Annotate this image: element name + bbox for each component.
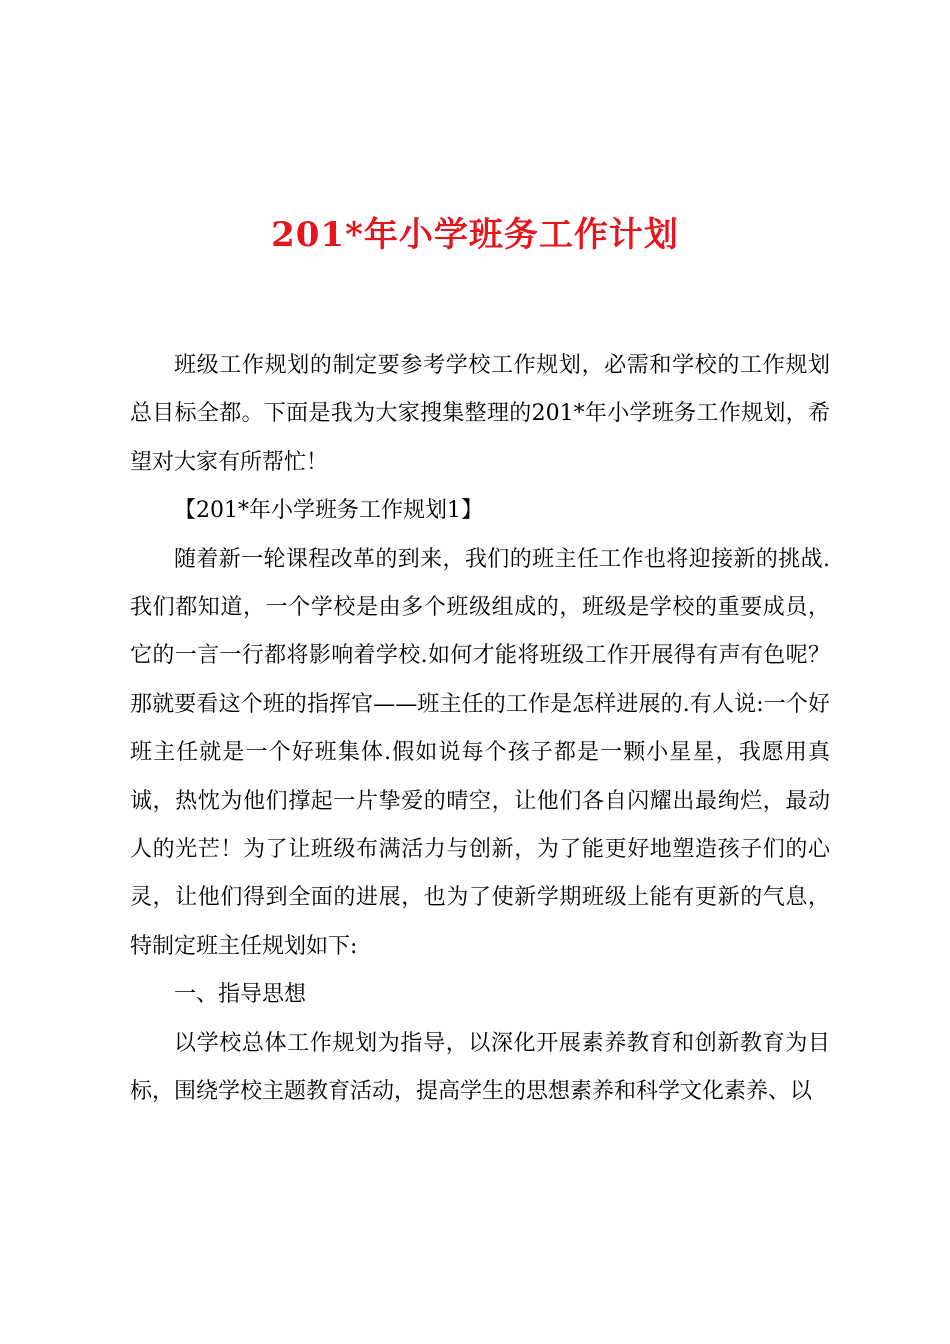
document-body bbox=[130, 342, 830, 1117]
subheading-guiding-ideology: 一、指导思想 bbox=[174, 982, 307, 1008]
document-title: 201*年小学班务工作计划 bbox=[271, 215, 679, 255]
intro-paragraph: 班级工作规划的制定要参考学校工作规划，必需和学校的工作规划总目标全都。下面是我为大家搜集整理的201*年小学班务工作规划，希望对大家有所帮忙！ bbox=[130, 353, 830, 475]
guiding-ideology-paragraph: 以学校总体工作规划为指导，以深化开展素养教育和创新教育为目标，围绕学校主题教育活动，提高学生的思想素养和科学文化素养、以 bbox=[130, 1030, 830, 1105]
section-heading-plan-1: 【201*年小学班务工作规划1】 bbox=[174, 498, 483, 524]
plan-1-paragraph: 随着新一轮课程改革的到来，我们的班主任工作也将迎接新的挑战.我们都知道，一个学校是由多个班级组成的，班级是学校的重要成员，它的一言一行都将影响着学校.如何才能将班级工作开展得有声有色呢？那就要看这个班的指挥官——班主任的工作是怎样进展的.有人说:一个好班主任就是一个好班集体.假如说每个孩子都是一颗小星星，我愿用真诚，热忱为他们撑起一片挚爱的晴空，让他们各自闪耀出最绚烂，最动人的光芒！为了让班级布满活力与创新，为了能更好地塑造孩子们的心灵，让他们得到全面的进展，也为了使新学期班级上能有更新的气息，特制定班主任规划如下: bbox=[130, 546, 830, 959]
